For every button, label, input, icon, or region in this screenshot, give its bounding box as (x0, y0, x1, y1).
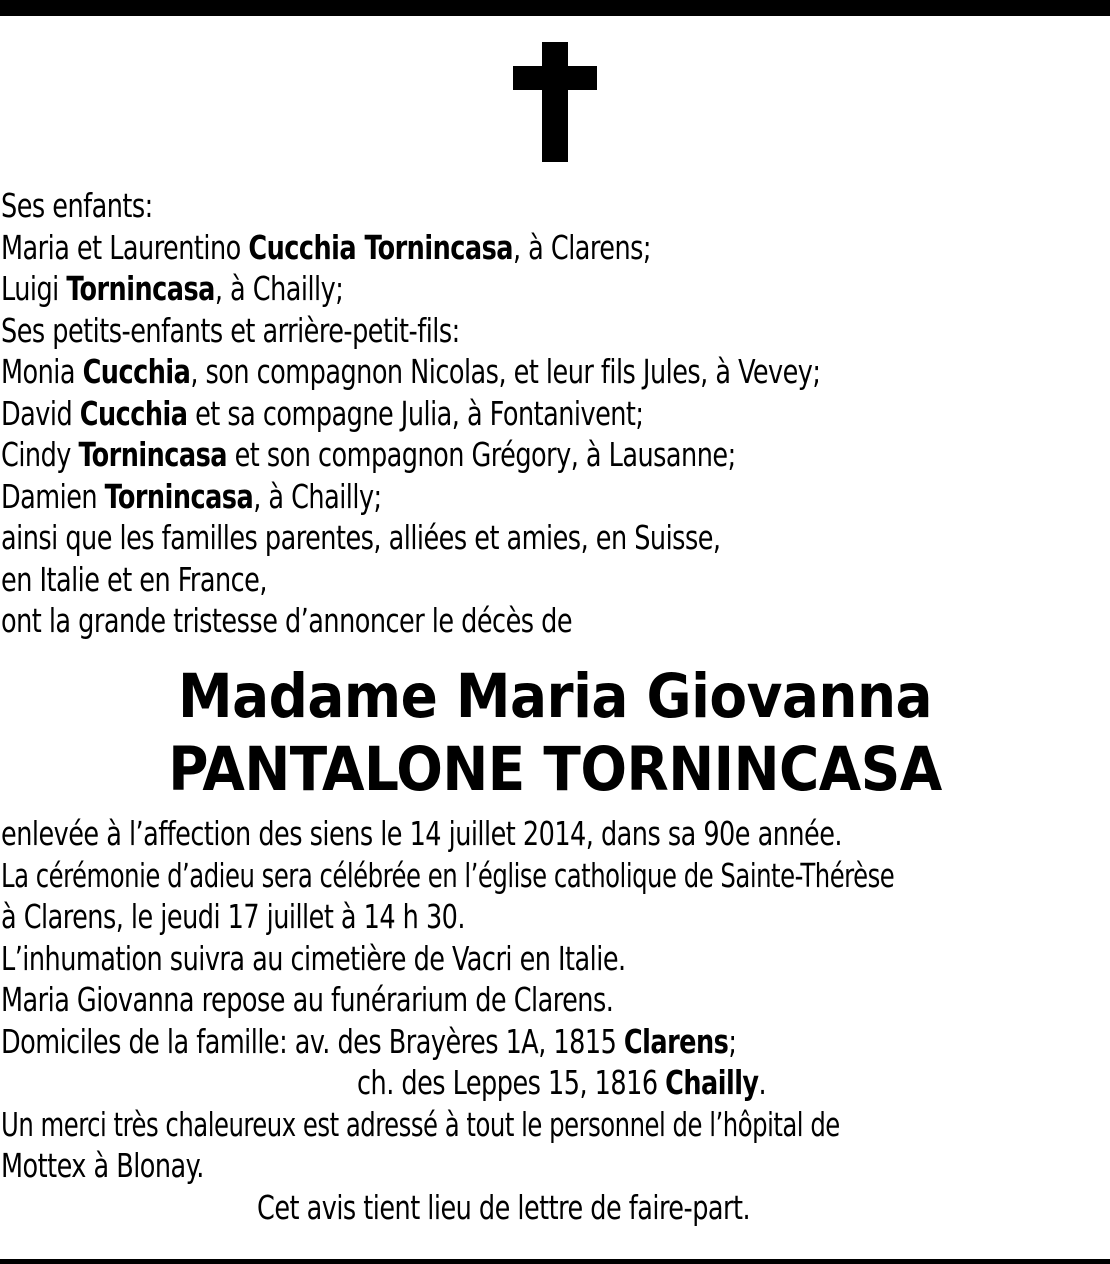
bottom-rule (0, 1259, 1110, 1264)
top-rule (0, 0, 1110, 16)
ceremony-line-2: à Clarens, le jeudi 17 juillet à 14 h 30. (1, 897, 465, 936)
relatives-line-2: en Italie et en France, (1, 559, 267, 599)
burial-line: L’inhumation suivra au cimetière de Vacri en Italie. (1, 938, 626, 978)
deceased-name-line-1: Madame Maria Giovanna (177, 661, 933, 732)
details-block (1, 813, 1109, 1228)
rest-line: Maria Giovanna repose au funérarium de Clarens. (1, 980, 614, 1019)
domicile-line-1: Domiciles de la famille: av. des Brayères 1A, 1815 Clarens; (1, 1021, 737, 1061)
thanks-line-2: Mottex à Blonay. (1, 1146, 204, 1185)
grandchild-3: Cindy Tornincasa et son compagnon Grégory, à Lausanne; (1, 435, 736, 474)
child-1: Maria et Laurentino Cucchia Tornincasa, à Clarens; (1, 227, 651, 267)
announcement-line: ont la grande tristesse d’annoncer le décès de (1, 601, 573, 640)
grandchild-2: David Cucchia et sa compagne Julia, à Fontanivent; (1, 393, 644, 433)
family-list (1, 185, 1109, 642)
thanks-line-1: Un merci très chaleureux est adressé à tout le personnel de l’hôpital de (1, 1104, 840, 1144)
children-heading: Ses enfants: (1, 186, 153, 225)
grandchild-1: Monia Cucchia, son compagnon Nicolas, et leur fils Jules, à Vevey; (1, 352, 821, 391)
deceased-name-line-2: PANTALONE TORNINCASA (168, 734, 942, 805)
cross-icon (513, 42, 597, 162)
child-2: Luigi Tornincasa, à Chailly; (1, 269, 344, 308)
grandchild-4: Damien Tornincasa, à Chailly; (1, 476, 382, 516)
deceased-name (0, 660, 1110, 806)
passing-line: enlevée à l’affection des siens le 14 juillet 2014, dans sa 90e année. (1, 814, 843, 853)
closing-line: Cet avis tient lieu de lettre de faire-part. (257, 1187, 751, 1227)
grandchildren-heading: Ses petits-enfants et arrière-petit-fils: (1, 310, 460, 350)
domicile-line-2: ch. des Leppes 15, 1816 Chailly. (357, 1063, 767, 1102)
relatives-line-1: ainsi que les familles parentes, alliées et amies, en Suisse, (1, 518, 721, 557)
ceremony-line-1: La cérémonie d’adieu sera célébrée en l’église catholique de Sainte-Thérèse (1, 855, 895, 895)
